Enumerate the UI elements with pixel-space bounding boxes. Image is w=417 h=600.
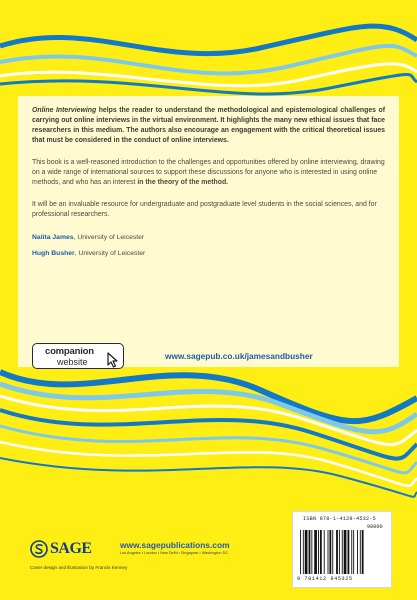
isbn-number: ISBN 978-1-4129-4532-5 (303, 516, 376, 522)
blurb-paragraph-2-text: This book is a well-reasoned introduction to the challenges and opportunities offered by online interviewing, drawing on a wide range of international sources to support these discussions for anyone who is interested in using online methods, and who has an interest (32, 159, 385, 186)
blurb-panel (18, 96, 399, 367)
blurb-paragraph-2-emphasis: in the theory of the method. (137, 179, 229, 186)
book-title: Online Interviewing (32, 107, 97, 114)
blurb-paragraph-1 (32, 106, 385, 146)
author-line (32, 234, 385, 241)
blurb-paragraph-3: It will be an invaluable resource for undergraduate and postgraduate level students in the social sciences, and for professional researchers. (32, 201, 377, 218)
barcode-bars (299, 530, 387, 574)
publisher-name: SAGE (50, 540, 92, 557)
isbn-barcode (292, 511, 392, 588)
author-affiliation: , University of Leicester (74, 250, 146, 257)
author-affiliation: , University of Leicester (73, 234, 145, 241)
barcode-addon: 90000 (367, 524, 383, 530)
companion-website-row (32, 343, 384, 373)
companion-website-link[interactable]: www.sagepub.co.uk/jamesandbusher (165, 351, 313, 361)
author-name: Nalita James (32, 234, 74, 241)
website-label: website (57, 357, 88, 367)
blurb-paragraph-1-text: helps the reader to understand the methodological and epistemological challenges of carrying out online interviews in the virtual environment. It highlights the many new ethical issues that face researchers in this medium. The authors also encourage an engagement with the critical theoretical issues that must be considered in the conduct of online interviews. (32, 107, 386, 144)
cover-credit: Cover design and illustration by Francis Kenney (30, 565, 128, 570)
blurb-paragraph-2 (32, 158, 385, 188)
author-line (32, 250, 385, 257)
author-list (32, 234, 385, 257)
publisher-block (30, 540, 230, 580)
publisher-cities: Los Angeles • London • New Delhi • Singapore • Washington DC (120, 551, 229, 555)
sage-logo-icon (30, 540, 48, 558)
publisher-website-link[interactable]: www.sagepublications.com (120, 540, 230, 550)
barcode-digits: 9 781412 945325 (297, 576, 353, 582)
companion-website-badge[interactable] (32, 343, 124, 369)
cursor-arrow-icon (105, 352, 121, 368)
companion-label: companion (45, 346, 94, 357)
author-name: Hugh Busher (32, 250, 75, 257)
